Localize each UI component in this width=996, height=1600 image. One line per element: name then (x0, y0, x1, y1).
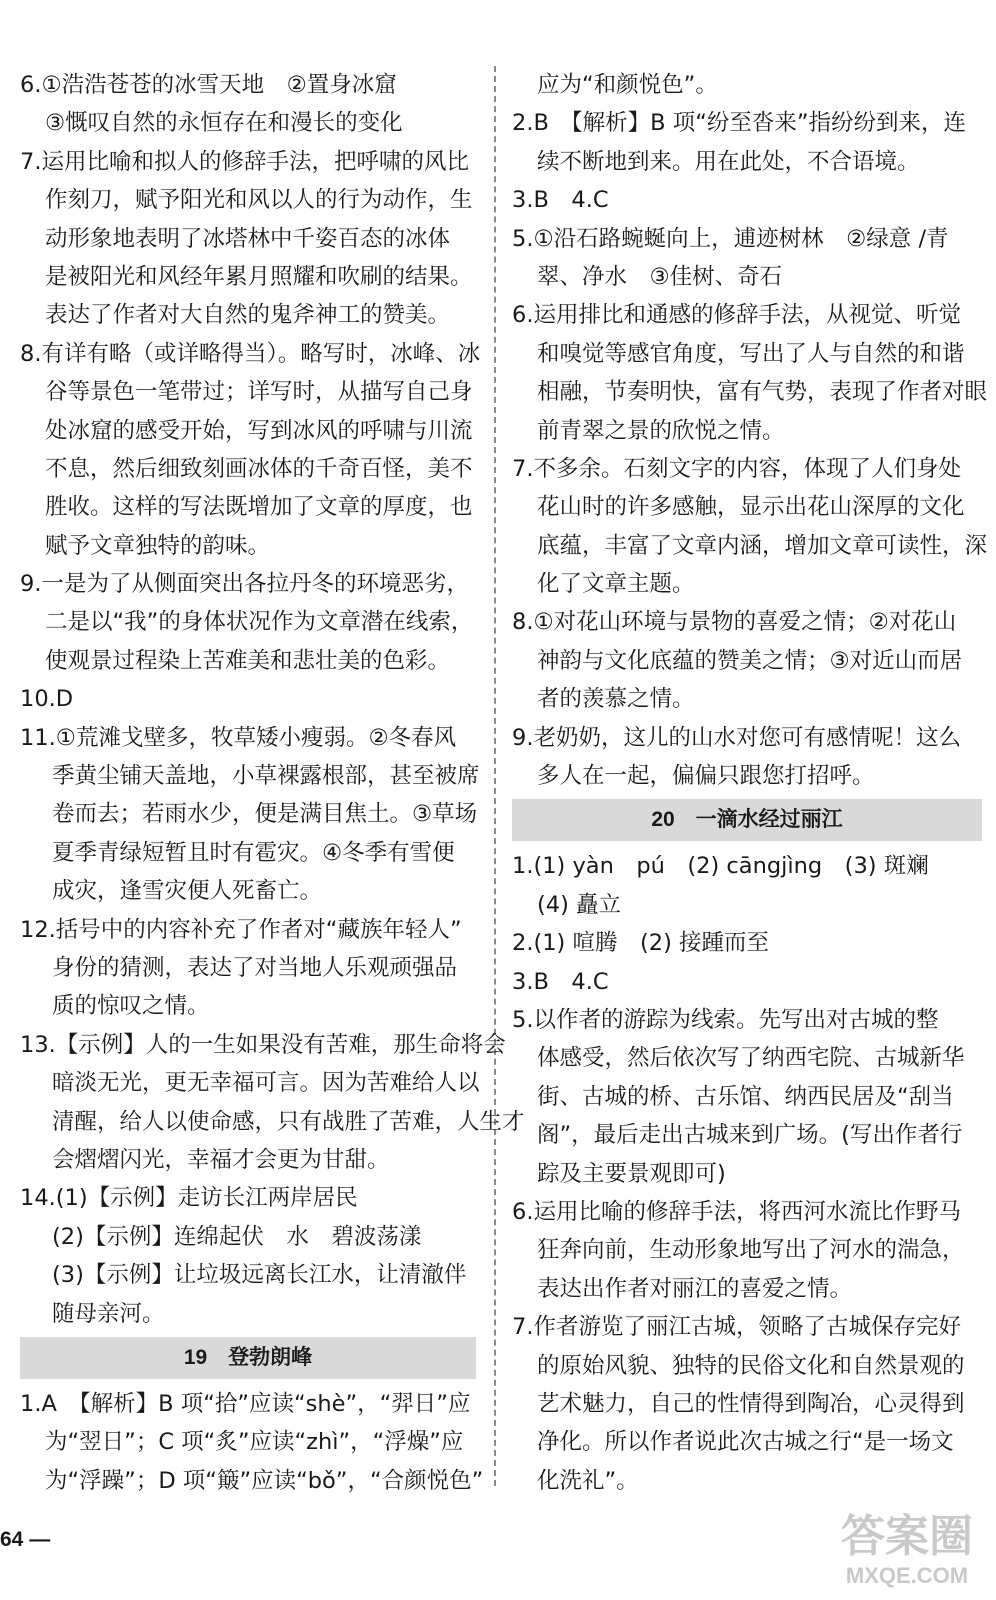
answer-line: 5.以作者的游踪为线索。先写出对古城的整 (512, 1006, 939, 1033)
answer-line: 14.(1)【示例】走访长江两岸居民 (20, 1185, 358, 1212)
answer-line: 9.老奶奶，这儿的山水对您可有感情呢！这么 (512, 724, 961, 751)
answer-line: 体感受，然后依次写了纳西宅院、古城新华 (537, 1045, 965, 1072)
answer-line: 处冰窟的感受开始，写到冰风的呼啸与川流 (45, 417, 473, 444)
answer-line: 的原始风貌、独特的民俗文化和自然景观的 (537, 1352, 965, 1379)
answer-line: 化了文章主题。 (537, 571, 695, 598)
answer-line: (2)【示例】连绵起伏 水 碧波荡漾 (52, 1223, 422, 1250)
answer-line: 季黄尘铺天盖地，小草裸露根部，甚至被席 (52, 763, 480, 790)
answer-line: 赋予文章独特的韵味。 (45, 532, 271, 559)
answer-line: 阁”，最后走出古城来到广场。(写出作者行 (537, 1122, 963, 1149)
page-number: 64 — (0, 1528, 51, 1551)
section-heading-20: 20 一滴水经过丽江 (512, 799, 982, 841)
answer-line: 质的惊叹之情。 (52, 993, 210, 1020)
answer-line: 使观景过程染上苦难美和悲壮美的色彩。 (45, 647, 451, 674)
answer-line: (3)【示例】让垃圾远离长江水，让清澈伴 (52, 1262, 467, 1289)
answer-line: 多人在一起，偏偏只跟您打招呼。 (537, 763, 875, 790)
answer-line: 谷等景色一笔带过；详写时，从描写自己身 (45, 379, 473, 406)
answer-line: 狂奔向前，生动形象地写出了河水的湍急， (537, 1237, 965, 1264)
answer-line: 3.B 4.C (512, 968, 609, 995)
answer-line: 翠、净水 ③佳树、奇石 (537, 263, 783, 290)
answer-line: 为“翌日”；C 项“炙”应读“zhì”，“浮燥”应 (45, 1429, 464, 1456)
answer-line: 2.(1) 喧腾 (2) 接踵而至 (512, 930, 770, 957)
answer-line: 7.运用比喻和拟人的修辞手法，把呼啸的风比 (20, 148, 469, 175)
answer-line: 者的羡慕之情。 (537, 686, 695, 713)
answer-line: 11.①荒滩戈壁多，牧草矮小瘦弱。②冬春风 (20, 724, 457, 751)
answer-line: 暗淡无光，更无幸福可言。因为苦难给人以 (52, 1070, 480, 1097)
answer-line: 不息，然后细致刻画冰体的千奇百怪，美不 (45, 455, 473, 482)
right-answers-block (512, 66, 988, 795)
watermark-text: 答案圈 (841, 1511, 973, 1562)
answer-line: 9.一是为了从侧面突出各拉丹冬的环境恶劣， (20, 571, 469, 598)
answer-line: 动形象地表明了冰塔林中千姿百态的冰体 (45, 225, 451, 252)
answer-line: 花山时的许多感触，显示出花山深厚的文化 (537, 494, 965, 521)
right-column (512, 66, 988, 1500)
column-divider (494, 66, 496, 1486)
watermark-url: MXQE.COM (845, 1563, 969, 1588)
answer-line: 为“浮躁”；D 项“簸”应读“bǒ”，“合颜悦色” (45, 1467, 484, 1494)
answer-line: 7.作者游览了丽江古城，领略了古城保存完好 (512, 1314, 961, 1341)
answer-line: 7.不多余。石刻文字的内容，体现了人们身处 (512, 455, 961, 482)
answer-line: 胜收。这样的写法既增加了文章的厚度，也 (45, 494, 473, 521)
answer-line: 6.运用排比和通感的修辞手法，从视觉、听觉 (512, 302, 961, 329)
left-column (20, 66, 525, 1500)
answer-line: 相融，节奏明快，富有气势，表现了作者对眼 (537, 379, 988, 406)
section-19-answers (20, 1385, 484, 1500)
section-heading-19: 19 登勃朗峰 (20, 1337, 476, 1379)
answer-line: 底蕴，丰富了文章内涵，增加文章可读性，深 (537, 532, 988, 559)
left-answers-block (20, 66, 525, 1333)
answer-line: ③慨叹自然的永恒存在和漫长的变化 (45, 110, 403, 137)
answer-line: 夏季青绿短暂且时有雹灾。④冬季有雪便 (52, 839, 455, 866)
answer-line: 续不断地到来。用在此处，不合语境。 (537, 148, 920, 175)
answer-line: 二是以“我”的身体状况作为文章潜在线索， (45, 609, 474, 636)
answer-line: 1.A 【解析】B 项“拾”应读“shè”，“羿日”应 (20, 1390, 471, 1417)
answer-line: 应为“和颜悦色”。 (537, 72, 718, 98)
answer-line: 净化。所以作者说此次古城之行“是一场文 (537, 1429, 954, 1456)
answer-line: 随母亲河。 (52, 1300, 165, 1327)
answer-line: 8.有详有略（或详略得当）。略写时，冰峰、冰 (20, 340, 481, 367)
answer-line: 2.B 【解析】B 项“纷至沓来”指纷纷到来，连 (512, 110, 967, 137)
answer-line: 作刻刀，赋予阳光和风以人的行为动作，生 (45, 187, 473, 214)
answer-line: 12.括号中的内容补充了作者对“藏族年轻人” (20, 916, 462, 943)
answer-line: 1.(1) yàn pú (2) cāngjìng (3) 斑斓 (512, 853, 929, 880)
answer-line: 和嗅觉等感官角度，写出了人与自然的和谐 (537, 340, 965, 367)
answer-line: 6.①浩浩苍苍的冰雪天地 ②置身冰窟 (20, 72, 397, 98)
answer-line: 卷而去；若雨水少，便是满目焦土。③草场 (52, 801, 478, 828)
answer-line: 化洗礼”。 (537, 1467, 639, 1494)
answer-line: 表达出作者对丽江的喜爱之情。 (537, 1275, 853, 1302)
answer-line: 是被阳光和风经年累月照耀和吹刷的结果。 (45, 263, 473, 290)
answer-line: 前青翠之景的欣悦之情。 (537, 417, 785, 444)
answer-line: (4) 矗立 (537, 891, 622, 918)
answer-line: 成灾，逢雪灾便人死畜亡。 (52, 878, 323, 905)
answer-line: 踪及主要景观即可) (537, 1160, 726, 1187)
answer-line: 8.①对花山环境与景物的喜爱之情；②对花山 (512, 609, 957, 636)
answer-line: 清醒，给人以使命感，只有战胜了苦难，人生才 (52, 1108, 525, 1135)
answer-line: 5.①沿石路蜿蜒向上，逋迹树林 ②绿意 /青 (512, 225, 949, 252)
answer-line: 会熠熠闪光，幸福才会更为甘甜。 (52, 1146, 390, 1173)
answer-line: 身份的猜测，表达了对当地人乐观顽强品 (52, 954, 458, 981)
section-20-answers (512, 847, 982, 1500)
answer-line: 10.D (20, 686, 74, 713)
answer-line: 艺术魅力，自己的性情得到陶冶，心灵得到 (537, 1390, 965, 1417)
answer-line: 神韵与文化底蕴的赞美之情；③对近山而居 (537, 647, 963, 674)
answer-line: 3.B 4.C (512, 187, 609, 214)
watermark-logo (832, 1512, 982, 1592)
answer-line: 表达了作者对大自然的鬼斧神工的赞美。 (45, 302, 451, 329)
answer-line: 13.【示例】人的一生如果没有苦难，那生命将会 (20, 1031, 506, 1058)
answer-line: 街、古城的桥、古乐馆、纳西民居及“刮当 (537, 1083, 954, 1110)
answer-line: 6.运用比喻的修辞手法，将西河水流比作野马 (512, 1198, 961, 1225)
